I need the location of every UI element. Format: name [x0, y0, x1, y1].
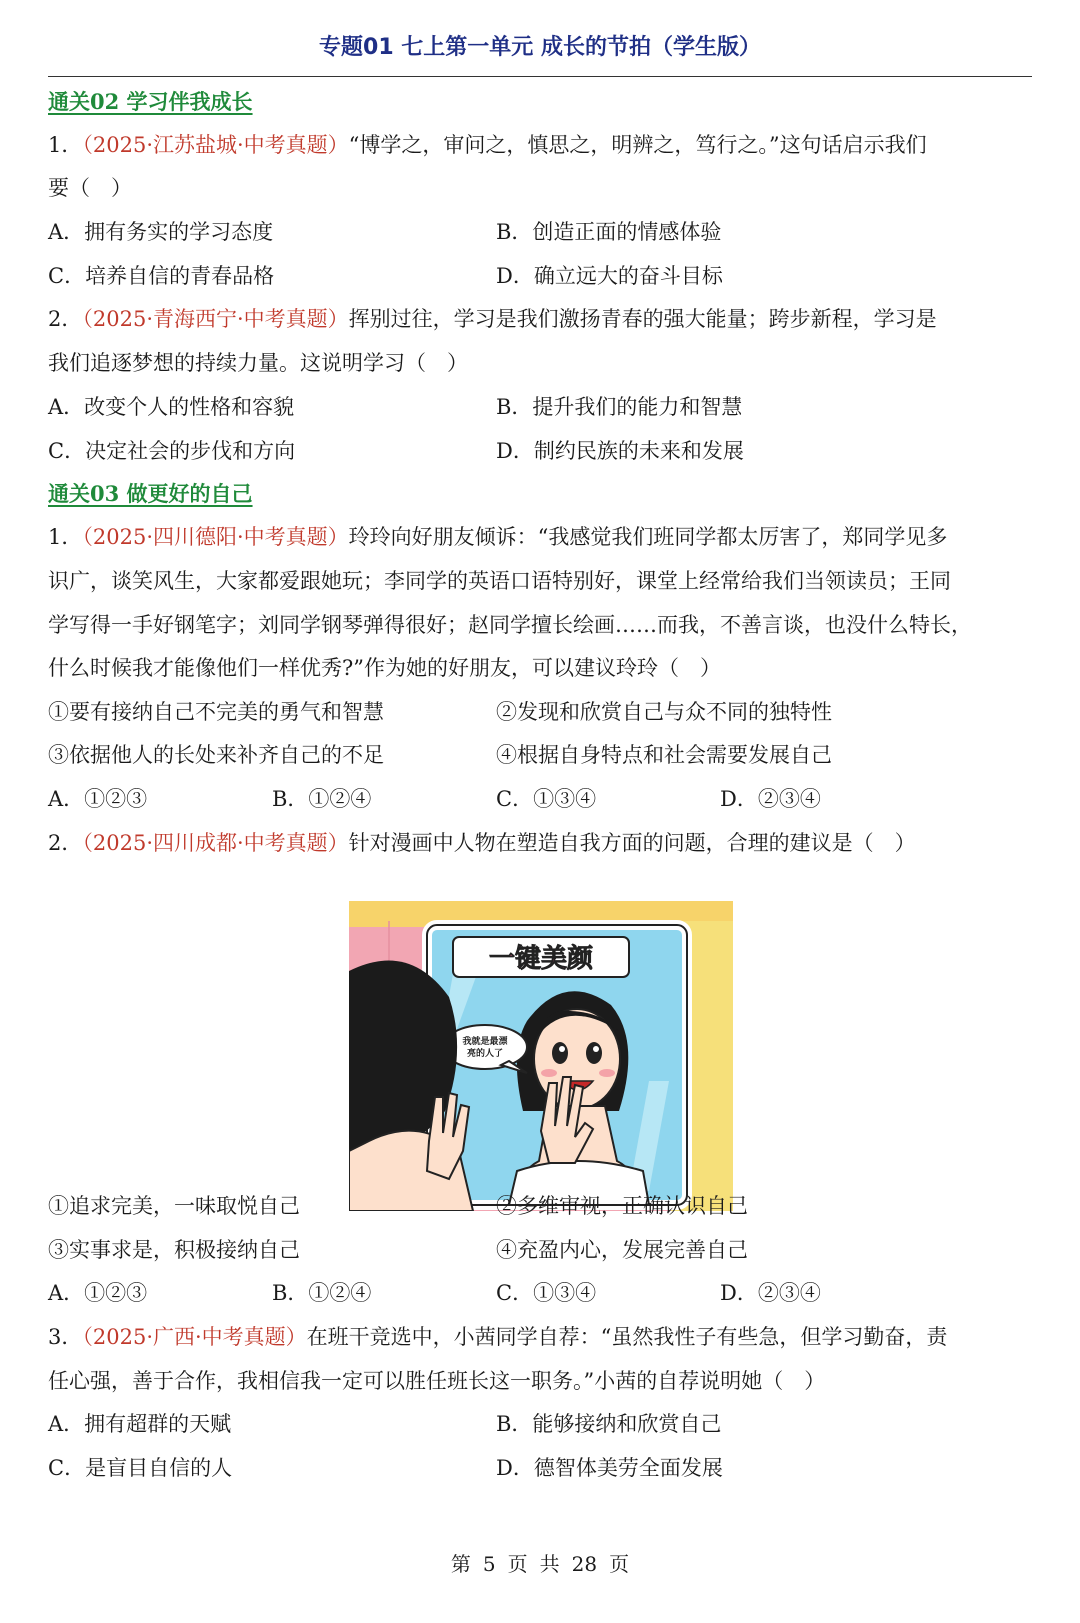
option-a: A．改变个人的性格和容貌 — [48, 395, 295, 419]
question-2-3: 3．（2025·广西·中考真题）在班干竞选中，小茜同学自荐：“虽然我性子有些急，但学习勤奋，责 — [48, 1325, 948, 1349]
option-b: B．①②④ — [272, 787, 372, 811]
question-2-2: 2．（2025·四川成都·中考真题）针对漫画中人物在塑造自我方面的问题，合理的建议是（ ） — [48, 831, 916, 855]
question-2-1-cont: 学写得一手好钢笔字；刘同学钢琴弹得很好；赵同学擅长绘画……而我，不善言谈，也没什么特长， — [48, 613, 972, 637]
statement-1: ①追求完美，一味取悦自己 — [48, 1194, 300, 1218]
question-source: （2025·青海西宁·中考真题） — [82, 307, 349, 331]
option-a: A．①②③ — [48, 1281, 148, 1305]
option-c: C．培养自信的青春品格 — [48, 264, 275, 288]
cartoon-mirror-illustration — [349, 901, 733, 1211]
option-d: D．确立远大的奋斗目标 — [496, 264, 723, 288]
question-1-1: 1．（2025·江苏盐城·中考真题）“博学之，审问之，慎思之，明辨之，笃行之。”这句话启示我们 — [48, 133, 927, 157]
question-source: （2025·四川成都·中考真题） — [82, 831, 349, 855]
page-number: 5 — [482, 1552, 496, 1576]
statement-2: ②多维审视，正确认识自己 — [496, 1194, 748, 1218]
question-2-1: 1．（2025·四川德阳·中考真题）玲玲向好朋友倾诉：“我感觉我们班同学都太厉害了，郑同学见多 — [48, 525, 948, 549]
question-1-1-cont: 要（ ） — [48, 176, 132, 200]
option-a: A．拥有超群的天赋 — [48, 1412, 232, 1436]
option-c: C．决定社会的步伐和方向 — [48, 439, 296, 463]
header-divider — [48, 76, 1032, 77]
option-d: D．②③④ — [720, 1281, 821, 1305]
option-c: C．是盲目自信的人 — [48, 1456, 233, 1480]
statement-2: ②发现和欣赏自己与众不同的独特性 — [496, 700, 832, 724]
bubble-text-line1: 我就是最漂 — [462, 1037, 508, 1047]
question-2-1-cont: 识广，谈笑风生，大家都爱跟她玩；李同学的英语口语特别好，课堂上经常给我们当领读员；王同 — [48, 569, 951, 593]
bubble-text-line2: 亮的人了 — [466, 1049, 504, 1059]
option-d: D．制约民族的未来和发展 — [496, 439, 744, 463]
section-title-2: 通关03 做更好的自己 — [48, 481, 253, 506]
question-2-3-cont: 任心强，善于合作，我相信我一定可以胜任班长这一职务。”小茜的自荐说明她（ ） — [48, 1369, 826, 1393]
page-total: 28 — [571, 1552, 598, 1576]
question-1-2-cont: 我们追逐梦想的持续力量。这说明学习（ ） — [48, 351, 468, 375]
option-d: D．德智体美劳全面发展 — [496, 1456, 723, 1480]
page-header: 专题01 七上第一单元 成长的节拍（学生版） — [319, 35, 761, 60]
option-b: B．能够接纳和欣赏自己 — [496, 1412, 722, 1436]
question-source: （2025·四川德阳·中考真题） — [82, 525, 349, 549]
statement-3: ③依据他人的长处来补齐自己的不足 — [48, 743, 384, 767]
question-1-2: 2．（2025·青海西宁·中考真题）挥别过往，学习是我们激扬青春的强大能量；跨步新程，学习是 — [48, 307, 937, 331]
option-a: A．拥有务实的学习态度 — [48, 220, 274, 244]
question-source: （2025·江苏盐城·中考真题） — [82, 133, 349, 157]
option-c: C．①③④ — [496, 787, 597, 811]
option-b: B．提升我们的能力和智慧 — [496, 395, 743, 419]
mirror-title: 一键美颜 — [488, 944, 594, 974]
statement-1: ①要有接纳自己不完美的勇气和智慧 — [48, 700, 384, 724]
question-source: （2025·广西·中考真题） — [82, 1325, 307, 1349]
statement-4: ④根据自身特点和社会需要发展自己 — [496, 743, 832, 767]
statement-3: ③实事求是，积极接纳自己 — [48, 1238, 300, 1262]
mirror-title-banner — [453, 937, 629, 977]
question-2-1-cont: 什么时候我才能像他们一样优秀?”作为她的好朋友，可以建议玲玲（ ） — [48, 656, 721, 680]
option-b: B．创造正面的情感体验 — [496, 220, 722, 244]
option-c: C．①③④ — [496, 1281, 597, 1305]
option-d: D．②③④ — [720, 787, 821, 811]
option-b: B．①②④ — [272, 1281, 372, 1305]
statement-4: ④充盈内心，发展完善自己 — [496, 1238, 748, 1262]
section-title-1: 通关02 学习伴我成长 — [48, 89, 253, 114]
option-a: A．①②③ — [48, 787, 148, 811]
page-footer: 第 5 页 共 28 页 — [450, 1552, 630, 1576]
